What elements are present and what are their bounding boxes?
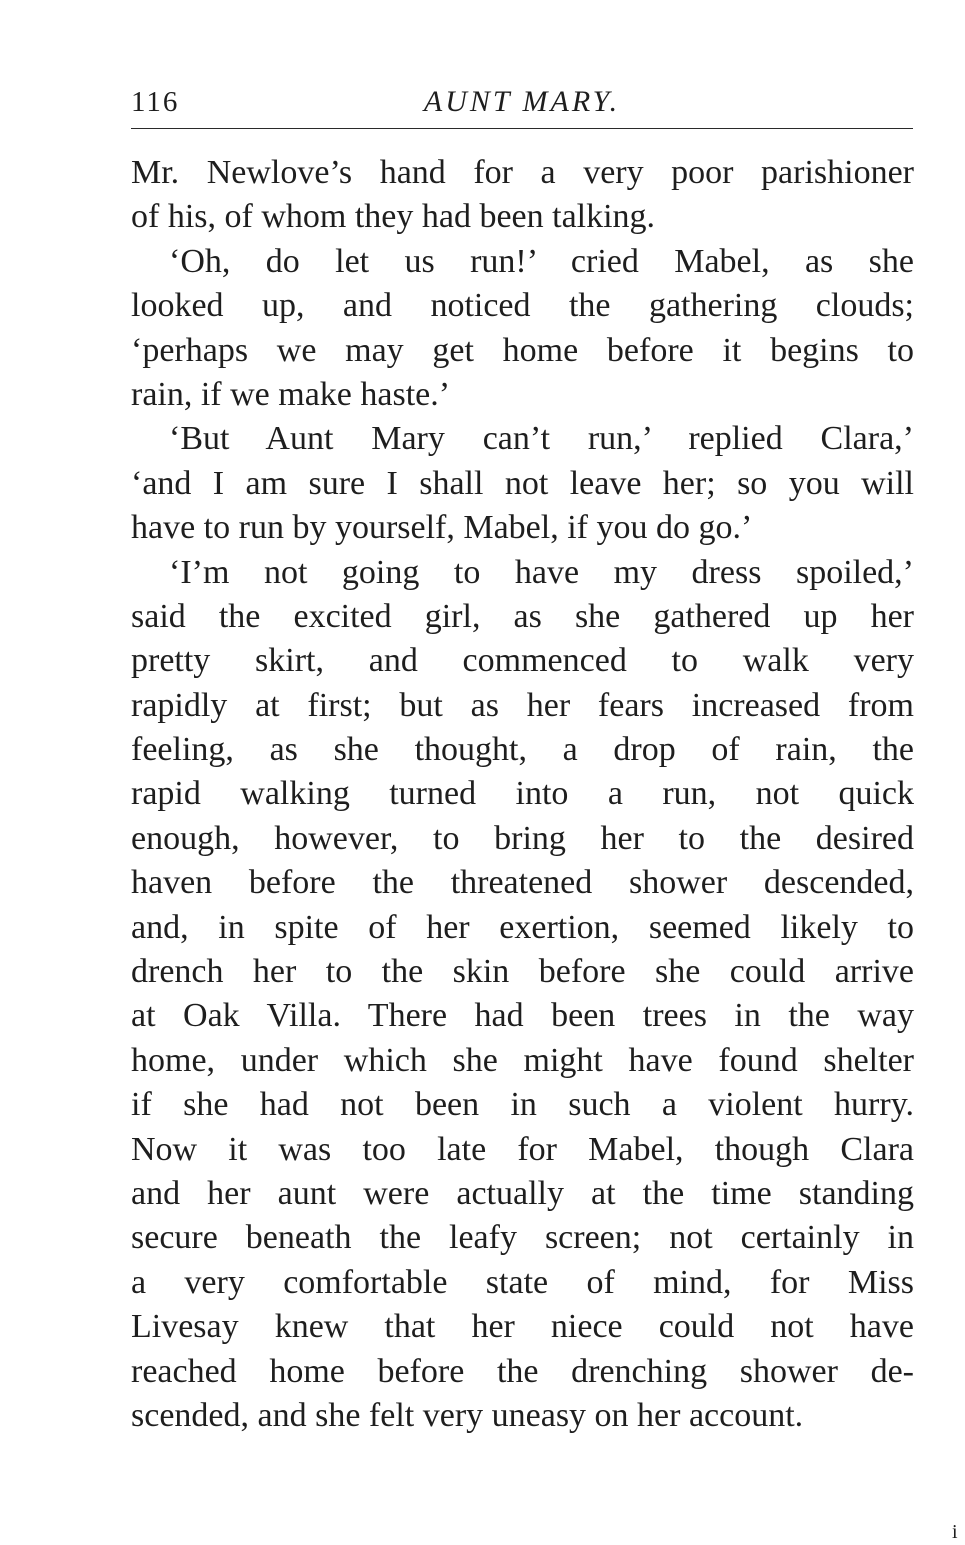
- text-line: of his, of whom they had been talking.: [131, 198, 656, 236]
- text-line: said the excited girl, as she gathered up her: [131, 597, 914, 635]
- text-line: if she had not been in such a violent hurry.: [131, 1086, 914, 1124]
- text-line: ‘Oh, do let us run!’ cried Mabel, as she: [169, 242, 914, 280]
- text-line: ‘But Aunt Mary can’t run,’ replied Clara,’: [169, 420, 914, 458]
- text-line: secure beneath the leafy screen; not certainly in: [131, 1219, 914, 1257]
- running-title: AUNT MARY.: [423, 85, 621, 118]
- text-line: scended, and she felt very uneasy on her account.: [131, 1396, 804, 1434]
- text-line: ‘and I am sure I shall not leave her; so you will: [131, 464, 914, 502]
- text-line: haven before the threatened shower descended,: [131, 864, 914, 902]
- text-line: Mr. Newlove’s hand for a very poor parishioner: [131, 154, 914, 191]
- text-line: enough, however, to bring her to the desired: [131, 819, 914, 857]
- margin-mark: i: [952, 1521, 958, 1543]
- text-line: Now it was too late for Mabel, though Clara: [131, 1130, 914, 1168]
- text-line: drench her to the skin before she could arrive: [131, 953, 914, 991]
- text-line: reached home before the drenching shower de-: [131, 1352, 914, 1390]
- header-rule: [131, 128, 913, 129]
- text-line: have to run by yourself, Mabel, if you do go.’: [131, 509, 753, 547]
- text-line: feeling, as she thought, a drop of rain, the: [131, 731, 914, 769]
- text-line: ‘I’m not going to have my dress spoiled,’: [169, 553, 914, 591]
- text-line: rain, if we make haste.’: [131, 375, 451, 413]
- text-line: at Oak Villa. There had been trees in the way: [131, 997, 914, 1035]
- page-header: [131, 82, 913, 122]
- body-text: [131, 151, 914, 1438]
- text-line: ‘perhaps we may get home before it begins to: [131, 331, 914, 369]
- text-line: rapidly at first; but as her fears increased from: [131, 686, 914, 724]
- text-line: home, under which she might have found shelter: [131, 1041, 914, 1079]
- text-line: pretty skirt, and commenced to walk very: [131, 642, 914, 680]
- text-line: and, in spite of her exertion, seemed likely to: [131, 908, 914, 946]
- text-line: a very comfortable state of mind, for Miss: [131, 1263, 914, 1301]
- text-line: rapid walking turned into a run, not quick: [131, 775, 914, 813]
- text-line: and her aunt were actually at the time standing: [131, 1174, 914, 1212]
- text-line: looked up, and noticed the gathering clouds;: [131, 287, 914, 325]
- text-line: Livesay knew that her niece could not have: [131, 1308, 914, 1346]
- page-number: 116: [131, 86, 180, 118]
